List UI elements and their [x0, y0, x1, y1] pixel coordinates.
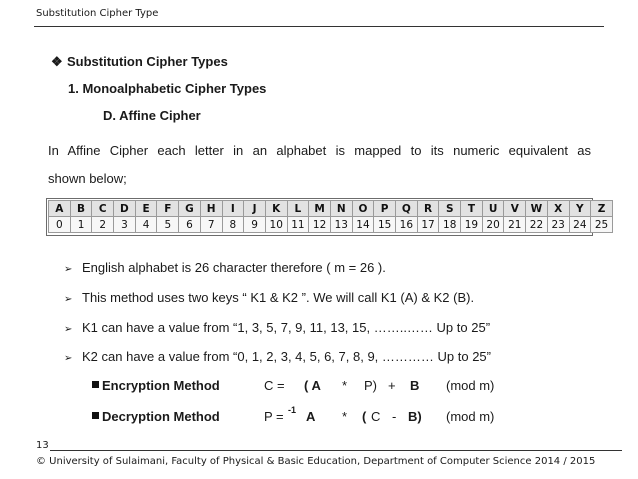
letter-cell: U	[482, 201, 504, 217]
encryption-b: B	[410, 378, 420, 393]
intro-paragraph-line-1: In Affine Cipher each letter in an alphabet is mapped to its numeric equivalent as	[48, 143, 591, 158]
encryption-p: P)	[364, 378, 377, 393]
encryption-lhs: C =	[264, 378, 285, 393]
letter-cell: Q	[396, 201, 418, 217]
number-cell: 16	[396, 217, 418, 233]
encryption-times: *	[342, 378, 348, 393]
letter-cell: W	[526, 201, 548, 217]
running-header: Substitution Cipher Type	[36, 8, 159, 19]
letter-cell: A	[49, 201, 71, 217]
arrow-bullet-icon: ➢	[64, 294, 73, 305]
decryption-label: Decryption Method	[102, 409, 220, 424]
arrow-bullet-icon: ➢	[64, 324, 73, 335]
subsection-heading: 1. Monoalphabetic Cipher Types	[68, 81, 267, 96]
number-cell: 14	[352, 217, 374, 233]
letter-cell: T	[461, 201, 483, 217]
letter-cell: B	[70, 201, 92, 217]
square-bullet-icon	[92, 381, 99, 388]
copyright-footer: © University of Sulaimani, Faculty of Physical & Basic Education, Department of Computer Science 2014 / 2015	[36, 456, 596, 467]
letter-cell: G	[179, 201, 201, 217]
letter-cell: J	[244, 201, 266, 217]
number-cell: 23	[547, 217, 569, 233]
letter-cell: Z	[591, 201, 613, 217]
number-cell: 19	[461, 217, 483, 233]
number-cell: 18	[439, 217, 461, 233]
letter-cell: S	[439, 201, 461, 217]
decryption-exponent: -1	[288, 405, 297, 415]
number-cell: 0	[49, 217, 71, 233]
letter-cell: I	[222, 201, 244, 217]
number-cell: 2	[92, 217, 114, 233]
subsubsection-heading: D. Affine Cipher	[103, 108, 201, 123]
decryption-open: (	[362, 409, 367, 424]
encryption-mod: (mod m)	[446, 378, 495, 393]
number-cell: 6	[179, 217, 201, 233]
number-cell: 22	[526, 217, 548, 233]
number-cell: 8	[222, 217, 244, 233]
number-cell: 10	[265, 217, 287, 233]
decryption-a: A	[306, 409, 316, 424]
letter-cell: D	[114, 201, 136, 217]
number-cell: 13	[330, 217, 352, 233]
bullet-item	[64, 349, 491, 364]
bullet-text: K2 can have a value from “0, 1, 2, 3, 4, 5, 6, 7, 8, 9, ………… Up to 25”	[82, 349, 491, 364]
encryption-open-a: ( A	[304, 378, 321, 393]
intro-paragraph-line-2: shown below;	[48, 171, 127, 186]
letter-cell: O	[352, 201, 374, 217]
letter-cell: F	[157, 201, 179, 217]
letter-cell: Y	[569, 201, 591, 217]
encryption-plus: +	[388, 378, 396, 393]
numbers-row	[49, 217, 613, 233]
decryption-c: C	[371, 409, 381, 424]
header-divider	[34, 26, 604, 27]
decryption-lhs: P =	[264, 409, 284, 424]
letter-cell: V	[504, 201, 526, 217]
number-cell: 12	[309, 217, 331, 233]
letter-cell: L	[287, 201, 309, 217]
number-cell: 9	[244, 217, 266, 233]
letter-cell: C	[92, 201, 114, 217]
bullet-text: This method uses two keys “ K1 & K2 ”. We will call K1 (A) & K2 (B).	[82, 290, 475, 305]
letter-cell: M	[309, 201, 331, 217]
encryption-label: Encryption Method	[102, 378, 220, 393]
section-heading-text: Substitution Cipher Types	[67, 54, 228, 69]
letter-cell: R	[417, 201, 439, 217]
letter-cell: X	[547, 201, 569, 217]
letter-cell: H	[200, 201, 222, 217]
decryption-minus: -	[392, 409, 397, 424]
number-cell: 24	[569, 217, 591, 233]
letters-row	[49, 201, 613, 217]
bullet-item	[64, 290, 474, 305]
decryption-formula	[92, 405, 512, 427]
decryption-times: *	[342, 409, 348, 424]
square-bullet-icon	[92, 412, 99, 419]
number-cell: 5	[157, 217, 179, 233]
letter-cell: P	[374, 201, 396, 217]
encryption-formula	[92, 378, 512, 396]
diamond-bullet-icon: ❖	[51, 54, 63, 69]
number-cell: 20	[482, 217, 504, 233]
bullet-item	[64, 320, 490, 335]
number-cell: 17	[417, 217, 439, 233]
letter-cell: K	[265, 201, 287, 217]
footer-divider	[50, 450, 622, 451]
arrow-bullet-icon: ➢	[64, 353, 73, 364]
number-cell: 3	[114, 217, 136, 233]
number-cell: 7	[200, 217, 222, 233]
number-cell: 4	[135, 217, 157, 233]
number-cell: 1	[70, 217, 92, 233]
section-heading	[51, 54, 228, 70]
letter-cell: N	[330, 201, 352, 217]
number-cell: 11	[287, 217, 309, 233]
alphabet-mapping-table	[48, 200, 613, 233]
letter-cell: E	[135, 201, 157, 217]
bullet-item	[64, 260, 386, 275]
decryption-b: B)	[408, 409, 422, 424]
bullet-text: K1 can have a value from “1, 3, 5, 7, 9, 11, 13, 15, ……..…… Up to 25”	[82, 320, 491, 335]
number-cell: 21	[504, 217, 526, 233]
decryption-mod: (mod m)	[446, 409, 495, 424]
page-number: 13	[36, 440, 49, 451]
bullet-text: English alphabet is 26 character therefore ( m = 26 ).	[82, 260, 386, 275]
number-cell: 25	[591, 217, 613, 233]
number-cell: 15	[374, 217, 396, 233]
intro-paragraph	[48, 137, 591, 193]
arrow-bullet-icon: ➢	[64, 264, 73, 275]
